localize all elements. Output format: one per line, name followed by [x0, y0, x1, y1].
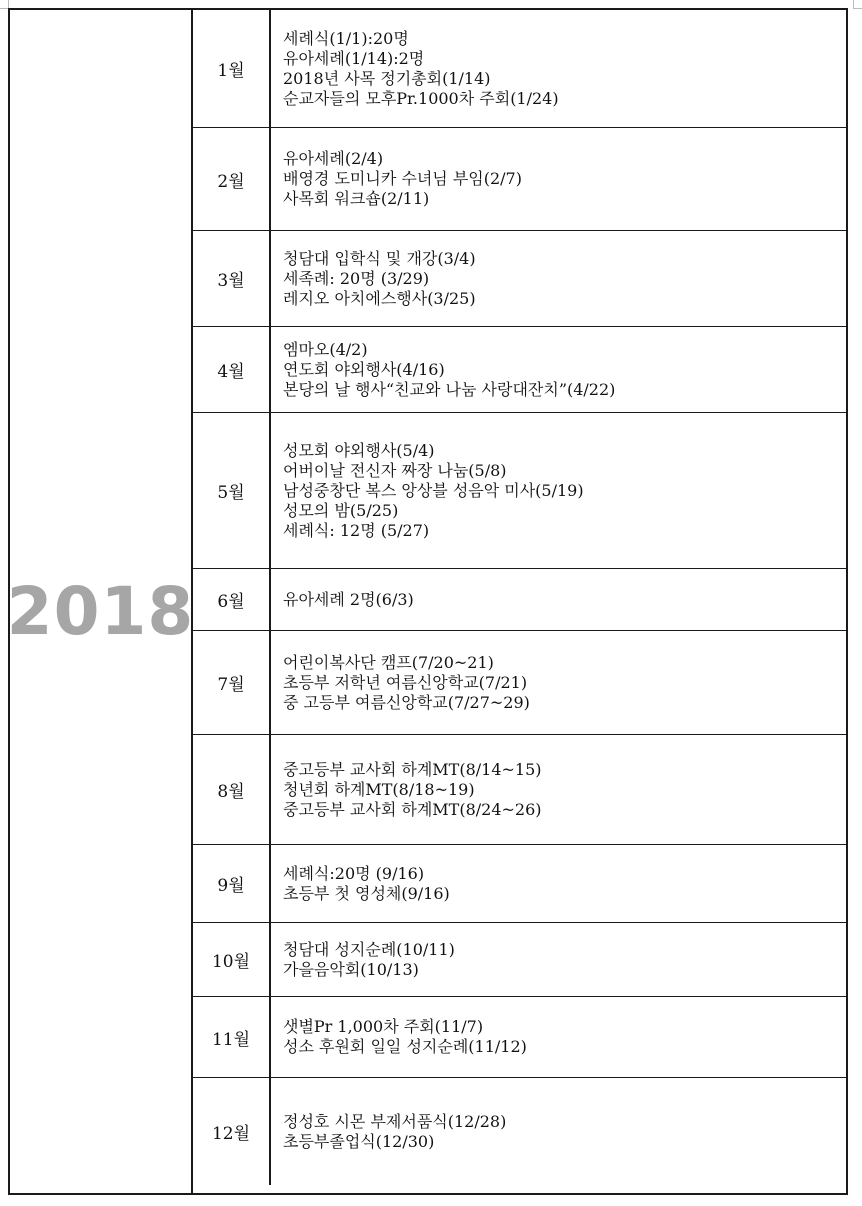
- year-label: 2018: [6, 573, 195, 650]
- event-item: 초등부졸업식(12/30): [283, 1131, 435, 1151]
- event-list: [271, 923, 846, 996]
- year-cell: [6, 10, 195, 1193]
- event-item: 레지오 아치에스행사(3/25): [283, 288, 476, 308]
- event-item: 성모의 밤(5/25): [283, 500, 399, 520]
- month-label: 3월: [193, 231, 271, 326]
- month-label: 12월: [193, 1078, 271, 1185]
- month-label: 9월: [193, 845, 271, 922]
- event-item: 어버이날 전신자 짜장 나눔(5/8): [283, 460, 507, 480]
- month-label: 8월: [193, 735, 271, 844]
- month-row: [193, 413, 846, 569]
- event-item: 청담대 입학식 및 개강(3/4): [283, 248, 476, 268]
- month-label: 1월: [193, 10, 271, 127]
- month-row: [193, 997, 846, 1078]
- event-list: [271, 735, 846, 844]
- event-item: 가을음악회(10/13): [283, 959, 419, 979]
- month-rows: [193, 10, 846, 1193]
- month-row: [193, 1078, 846, 1185]
- event-item: 순교자들의 모후Pr.1000차 주회(1/24): [283, 88, 559, 108]
- month-label: 5월: [193, 413, 271, 568]
- event-item: 엠마오(4/2): [283, 339, 368, 359]
- event-item: 배영경 도미니카 수녀님 부임(2/7): [283, 169, 522, 188]
- event-item: 세례식:20명 (9/16): [283, 863, 425, 883]
- month-row: [193, 327, 846, 413]
- month-label: 2월: [193, 128, 271, 230]
- month-row: [193, 569, 846, 631]
- month-row: [193, 10, 846, 128]
- event-list: [271, 1078, 846, 1185]
- event-item: 샛별Pr 1,000차 주회(11/7): [283, 1017, 484, 1036]
- month-row: [193, 845, 846, 923]
- month-label: 11월: [193, 997, 271, 1077]
- month-label: 6월: [193, 569, 271, 630]
- event-item: 사목회 워크숍(2/11): [283, 189, 430, 208]
- month-label: 10월: [193, 923, 271, 996]
- event-list: [271, 845, 846, 922]
- calendar-table: [8, 8, 848, 1195]
- event-item: 초등부 첫 영성체(9/16): [283, 883, 450, 903]
- event-item: 세례식: 12명 (5/27): [283, 520, 430, 540]
- month-row: [193, 631, 846, 735]
- event-list: [271, 128, 846, 230]
- event-item: 남성중창단 복스 앙상블 성음악 미사(5/19): [283, 480, 584, 500]
- event-list: [271, 569, 846, 630]
- event-item: 유아세례 2명(6/3): [283, 589, 414, 609]
- month-label: 4월: [193, 327, 271, 412]
- event-item: 중 고등부 여름신앙학교(7/27~29): [283, 692, 530, 712]
- event-item: 유아세례(1/14):2명: [283, 48, 425, 68]
- event-item: 세례식(1/1):20명: [283, 28, 409, 48]
- event-item: 중고등부 교사회 하계MT(8/14~15): [283, 759, 542, 779]
- event-list: [271, 327, 846, 412]
- event-item: 청담대 성지순례(10/11): [283, 939, 455, 959]
- event-list: [271, 997, 846, 1077]
- event-item: 초등부 저학년 여름신앙학교(7/21): [283, 672, 528, 692]
- event-item: 성소 후원회 일일 성지순례(11/12): [283, 1037, 527, 1056]
- event-item: 본당의 날 행사“친교와 나눔 사랑대잔치”(4/22): [283, 379, 616, 399]
- event-item: 2018년 사목 정기총회(1/14): [283, 68, 491, 88]
- month-row: [193, 128, 846, 231]
- event-item: 정성호 시몬 부제서품식(12/28): [283, 1111, 507, 1131]
- event-item: 성모회 야외행사(5/4): [283, 440, 435, 460]
- event-item: 중고등부 교사회 하계MT(8/24~26): [283, 799, 542, 819]
- month-row: [193, 231, 846, 327]
- corner-mark-right: [853, 0, 862, 9]
- event-list: [271, 631, 846, 734]
- month-row: [193, 923, 846, 997]
- event-list: [271, 413, 846, 568]
- event-item: 유아세례(2/4): [283, 149, 384, 168]
- month-label: 7월: [193, 631, 271, 734]
- event-list: [271, 231, 846, 326]
- event-item: 연도회 야외행사(4/16): [283, 359, 445, 379]
- event-item: 세족례: 20명 (3/29): [283, 268, 430, 288]
- event-item: 어린이복사단 캠프(7/20~21): [283, 652, 494, 672]
- event-list: [271, 10, 846, 127]
- month-row: [193, 735, 846, 845]
- event-item: 청년회 하계MT(8/18~19): [283, 779, 475, 799]
